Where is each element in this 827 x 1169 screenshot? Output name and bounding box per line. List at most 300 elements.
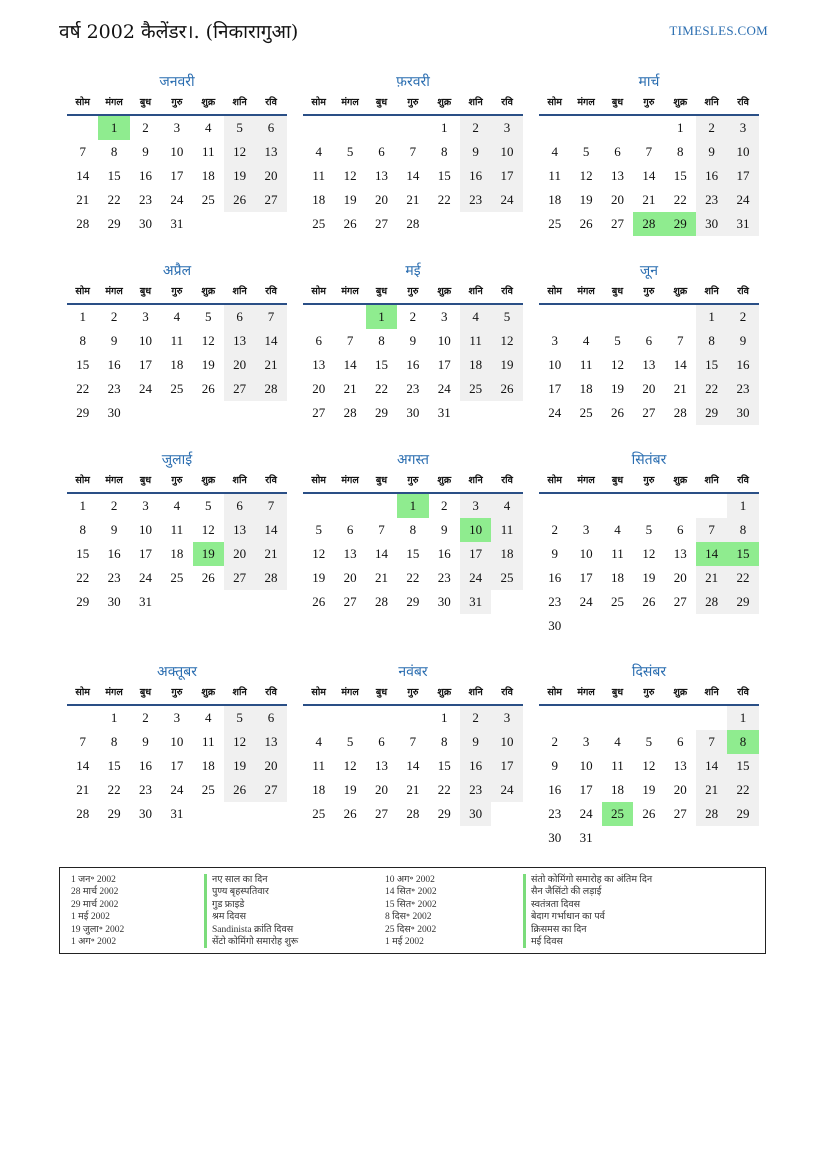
weekday-label: रवि (265, 475, 277, 486)
day-cell: 18 (201, 168, 215, 183)
weekday-label: मंगल (105, 286, 123, 297)
weekday-label: मंगल (105, 687, 123, 698)
day-cell: 16 (107, 357, 121, 372)
weekday-label: बुध (375, 475, 388, 486)
holiday-legend (59, 867, 766, 954)
day-cell: 15 (406, 546, 420, 561)
empty-cell (193, 590, 224, 614)
day-cell: 6 (255, 116, 286, 140)
weekday-label: रवि (737, 475, 749, 486)
day-cell: 21 (406, 782, 420, 797)
day-cell: 29 (665, 212, 696, 236)
day-cell: 9 (441, 522, 448, 537)
empty-cell (255, 401, 286, 425)
day-cell: 16 (437, 546, 451, 561)
day-cell: 16 (460, 754, 491, 778)
day-cell: 26 (579, 216, 593, 231)
week-row (539, 329, 759, 353)
day-cell: 14 (76, 758, 90, 773)
day-cell: 18 (610, 782, 624, 797)
day-cell: 11 (170, 522, 184, 537)
empty-cell (224, 401, 255, 425)
day-cell: 27 (224, 566, 255, 590)
week-row (539, 377, 759, 401)
day-cell: 16 (548, 570, 562, 585)
day-cell: 26 (201, 570, 215, 585)
empty-cell (570, 614, 601, 638)
empty-cell (334, 494, 365, 518)
week-row (539, 802, 759, 826)
weekday-label: बुध (139, 475, 152, 486)
day-cell: 30 (460, 802, 491, 826)
month-block (539, 261, 759, 425)
day-cell: 9 (110, 522, 118, 537)
day-cell: 24 (491, 778, 522, 802)
day-cell: 12 (224, 730, 255, 754)
day-cell: 7 (346, 333, 354, 348)
day-cell: 25 (579, 405, 593, 420)
empty-cell (255, 590, 286, 614)
day-cell: 1 (366, 305, 397, 329)
empty-cell (633, 494, 664, 518)
day-cell: 17 (727, 164, 758, 188)
week-row (539, 754, 759, 778)
weekday-label: बुध (375, 286, 388, 297)
weekday-label: मंगल (341, 475, 359, 486)
day-cell: 1 (79, 309, 86, 324)
empty-cell (665, 305, 696, 329)
day-cell: 8 (441, 734, 448, 749)
weekday-label: शनि (468, 286, 483, 297)
day-cell: 14 (255, 329, 286, 353)
weekday-label: गुरु (643, 687, 655, 698)
day-cell: 7 (79, 734, 86, 749)
day-cell: 4 (315, 734, 322, 749)
weekday-label: रवि (501, 687, 513, 698)
weekday-label: बुध (139, 687, 152, 698)
week-row (67, 401, 287, 425)
day-cell: 5 (614, 333, 621, 348)
day-cell: 12 (491, 329, 522, 353)
weekday-label: शुक्र (437, 475, 452, 486)
weekday-label: शुक्र (673, 475, 688, 486)
day-cell: 1 (397, 494, 428, 518)
week-row (67, 164, 287, 188)
day-cell: 31 (170, 806, 184, 821)
weekday-label: सोम (311, 97, 326, 108)
empty-cell (696, 706, 727, 730)
day-cell: 19 (579, 192, 593, 207)
weekday-label: सोम (311, 687, 326, 698)
day-cell: 12 (579, 168, 593, 183)
day-cell: 2 (460, 116, 491, 140)
day-cell: 5 (205, 309, 212, 324)
day-cell: 19 (201, 357, 215, 372)
legend-date: 1 मई 2002 (71, 912, 110, 923)
empty-cell (696, 826, 727, 850)
day-cell: 14 (255, 518, 286, 542)
day-cell: 16 (460, 164, 491, 188)
weekday-label: रवि (265, 687, 277, 698)
day-cell: 27 (312, 405, 326, 420)
day-cell: 27 (642, 405, 656, 420)
day-cell: 5 (491, 305, 522, 329)
day-cell: 10 (170, 734, 184, 749)
week-row (303, 140, 523, 164)
legend-holiday-name: स्वतंत्रता दिवस (523, 899, 580, 911)
week-row (303, 329, 523, 353)
day-cell: 9 (551, 546, 558, 561)
empty-cell (539, 706, 570, 730)
day-cell: 27 (673, 594, 687, 609)
day-cell: 6 (614, 144, 621, 159)
month-name: दिसंबर (631, 664, 667, 680)
day-cell: 25 (201, 782, 215, 797)
day-cell: 30 (727, 401, 758, 425)
week-row (67, 212, 287, 236)
week-row (303, 353, 523, 377)
day-cell: 19 (343, 782, 357, 797)
day-cell: 17 (579, 782, 593, 797)
day-cell: 31 (437, 405, 451, 420)
day-cell: 7 (409, 144, 417, 159)
day-cell: 12 (224, 140, 255, 164)
empty-cell (460, 212, 491, 236)
weekday-label: बुध (611, 286, 624, 297)
empty-cell (602, 494, 633, 518)
day-cell: 9 (551, 758, 558, 773)
day-cell: 14 (406, 168, 420, 183)
day-cell: 12 (312, 546, 326, 561)
day-cell: 19 (642, 570, 656, 585)
empty-cell (193, 802, 224, 826)
day-cell: 2 (409, 309, 417, 324)
weekday-label: बुध (611, 687, 624, 698)
day-cell: 25 (312, 806, 326, 821)
day-cell: 24 (727, 188, 758, 212)
day-cell: 8 (79, 333, 86, 348)
day-cell: 28 (696, 590, 727, 614)
day-cell: 21 (673, 381, 687, 396)
day-cell: 20 (343, 570, 357, 585)
day-cell: 3 (491, 116, 522, 140)
weekday-label: शुक्र (673, 286, 688, 297)
legend-date: 10 अग॰ 2002 (385, 875, 435, 885)
day-cell: 31 (460, 590, 491, 614)
day-cell: 12 (201, 522, 215, 537)
day-cell: 27 (255, 188, 286, 212)
day-cell: 20 (673, 782, 687, 797)
weekday-header (303, 470, 523, 494)
day-cell: 7 (645, 144, 653, 159)
day-cell: 22 (673, 192, 687, 207)
day-cell: 3 (491, 706, 522, 730)
week-row (539, 188, 759, 212)
month-block (303, 662, 523, 826)
week-row (67, 494, 287, 518)
day-cell: 23 (696, 188, 727, 212)
day-cell: 2 (696, 116, 727, 140)
day-cell: 29 (696, 401, 727, 425)
day-cell: 30 (437, 594, 451, 609)
week-row (539, 164, 759, 188)
day-cell: 15 (727, 754, 758, 778)
day-cell: 26 (610, 405, 624, 420)
legend-date: 28 मार्च 2002 (71, 887, 119, 898)
legend-holiday-name: Sandinista क्रांति दिवस (204, 924, 293, 936)
legend-date: 19 जुला॰ 2002 (71, 924, 125, 935)
day-cell: 5 (582, 144, 590, 159)
day-cell: 14 (696, 542, 727, 566)
day-cell: 17 (170, 758, 184, 773)
day-cell: 31 (727, 212, 758, 236)
day-cell: 28 (406, 806, 420, 821)
day-cell: 19 (224, 754, 255, 778)
page-title: वर्ष 2002 कैलेंडर।. (निकारागुआ) (59, 21, 299, 43)
week-row (539, 116, 759, 140)
weekday-label: शुक्र (673, 97, 688, 108)
day-cell: 9 (142, 144, 149, 159)
week-row (67, 329, 287, 353)
empty-cell (665, 706, 696, 730)
month-block (303, 450, 523, 614)
day-cell: 17 (491, 164, 522, 188)
weekday-header (539, 470, 759, 494)
day-cell: 28 (255, 566, 286, 590)
empty-cell (539, 494, 570, 518)
weekday-header (303, 92, 523, 116)
empty-cell (665, 494, 696, 518)
week-row (303, 494, 523, 518)
week-row (67, 377, 287, 401)
empty-cell (460, 401, 491, 425)
day-cell: 13 (312, 357, 326, 372)
day-cell: 27 (673, 806, 687, 821)
day-cell: 13 (673, 546, 687, 561)
day-cell: 5 (315, 522, 322, 537)
day-cell: 25 (548, 216, 562, 231)
week-row (67, 566, 287, 590)
empty-cell (491, 802, 522, 826)
day-cell: 22 (406, 570, 420, 585)
day-cell: 8 (79, 522, 86, 537)
empty-cell (633, 826, 664, 850)
weekday-label: शुक्र (201, 475, 216, 486)
day-cell: 16 (548, 782, 562, 797)
day-cell: 19 (312, 570, 326, 585)
weekday-label: रवि (737, 286, 749, 297)
day-cell: 23 (548, 594, 562, 609)
day-cell: 6 (645, 333, 653, 348)
week-row (539, 401, 759, 425)
day-cell: 19 (193, 542, 224, 566)
day-cell: 3 (441, 309, 448, 324)
day-cell: 4 (173, 309, 181, 324)
day-cell: 23 (460, 778, 491, 802)
weekday-label: शनि (232, 286, 247, 297)
day-cell: 29 (727, 590, 758, 614)
month-name: मार्च (638, 74, 660, 90)
day-cell: 4 (551, 144, 558, 159)
day-cell: 28 (406, 216, 420, 231)
empty-cell (602, 706, 633, 730)
day-cell: 26 (201, 381, 215, 396)
weekday-label: रवि (501, 97, 513, 108)
day-cell: 23 (437, 570, 451, 585)
day-cell: 10 (579, 758, 593, 773)
day-cell: 25 (312, 216, 326, 231)
legend-holiday-name: नए साल का दिन (204, 874, 268, 886)
week-row (539, 542, 759, 566)
legend-date: 25 दिस॰ 2002 (385, 924, 437, 935)
month-block (539, 72, 759, 236)
day-cell: 9 (696, 140, 727, 164)
empty-cell (224, 802, 255, 826)
day-cell: 7 (378, 522, 385, 537)
legend-date: 15 सित॰ 2002 (385, 899, 437, 910)
site-link[interactable]: TIMESLES.COM (669, 23, 768, 38)
day-cell: 7 (255, 305, 286, 329)
day-cell: 23 (460, 188, 491, 212)
empty-cell (255, 212, 286, 236)
day-cell: 20 (673, 570, 687, 585)
weekday-label: शनि (704, 475, 719, 486)
day-cell: 3 (727, 116, 758, 140)
day-cell: 4 (205, 120, 212, 135)
empty-cell (602, 305, 633, 329)
day-cell: 10 (138, 522, 152, 537)
day-cell: 10 (170, 144, 184, 159)
day-cell: 14 (374, 546, 388, 561)
day-cell: 8 (696, 329, 727, 353)
week-row (67, 778, 287, 802)
day-cell: 4 (491, 494, 522, 518)
empty-cell (696, 614, 727, 638)
legend-date: 14 सित॰ 2002 (385, 887, 437, 898)
week-row (67, 542, 287, 566)
day-cell: 3 (582, 734, 590, 749)
day-cell: 14 (406, 758, 420, 773)
weekday-label: शनि (468, 475, 483, 486)
weekday-label: शुक्र (437, 97, 452, 108)
day-cell: 16 (138, 758, 152, 773)
week-row (539, 353, 759, 377)
week-row (67, 116, 287, 140)
day-cell: 1 (79, 498, 86, 513)
empty-cell (602, 614, 633, 638)
weekday-label: गुरु (407, 286, 419, 297)
day-cell: 11 (201, 144, 215, 159)
day-cell: 16 (406, 357, 420, 372)
day-cell: 19 (491, 353, 522, 377)
day-cell: 4 (205, 710, 212, 725)
weekday-label: सोम (311, 475, 326, 486)
day-cell: 27 (224, 377, 255, 401)
day-cell: 11 (460, 329, 491, 353)
day-cell: 12 (642, 546, 656, 561)
day-cell: 25 (610, 594, 624, 609)
weekday-label: शनि (232, 97, 247, 108)
week-row (303, 116, 523, 140)
weekday-label: बुध (611, 97, 624, 108)
day-cell: 11 (170, 333, 184, 348)
day-cell: 13 (224, 518, 255, 542)
month-block (539, 662, 759, 850)
day-cell: 6 (346, 522, 354, 537)
day-cell: 17 (491, 754, 522, 778)
weekday-label: मंगल (341, 687, 359, 698)
day-cell: 29 (107, 806, 121, 821)
legend-holiday-name: बेदाग गर्भाधान का पर्व (523, 911, 605, 923)
day-cell: 21 (406, 192, 420, 207)
day-cell: 3 (142, 309, 149, 324)
day-cell: 11 (579, 357, 593, 372)
day-cell: 2 (441, 498, 448, 513)
empty-cell (303, 494, 334, 518)
day-cell: 15 (673, 168, 687, 183)
empty-cell (193, 212, 224, 236)
weekday-label: सोम (547, 97, 562, 108)
legend-holiday-name: पुण्य बृहस्पतिवार (204, 886, 269, 898)
day-cell: 16 (138, 168, 152, 183)
weekday-label: मंगल (341, 286, 359, 297)
weekday-header (539, 281, 759, 305)
day-cell: 22 (76, 570, 90, 585)
day-cell: 26 (642, 594, 656, 609)
empty-cell (255, 802, 286, 826)
day-cell: 24 (437, 381, 451, 396)
weekday-label: गुरु (407, 687, 419, 698)
week-row (67, 140, 287, 164)
week-row (539, 706, 759, 730)
day-cell: 1 (727, 706, 758, 730)
legend-date: 8 दिस॰ 2002 (385, 912, 432, 923)
day-cell: 25 (170, 570, 184, 585)
day-cell: 22 (727, 566, 758, 590)
week-row (539, 518, 759, 542)
day-cell: 11 (312, 758, 325, 773)
weekday-label: सोम (547, 286, 562, 297)
day-cell: 22 (107, 782, 121, 797)
day-cell: 2 (551, 522, 558, 537)
empty-cell (397, 116, 428, 140)
week-row (539, 494, 759, 518)
day-cell: 5 (224, 116, 255, 140)
legend-date: 1 मई 2002 (385, 937, 424, 947)
day-cell: 8 (441, 144, 448, 159)
day-cell: 9 (460, 730, 491, 754)
day-cell: 14 (673, 357, 687, 372)
day-cell: 29 (374, 405, 388, 420)
week-row (539, 212, 759, 236)
day-cell: 28 (343, 405, 357, 420)
weekday-label: शुक्र (437, 687, 452, 698)
day-cell: 7 (677, 333, 684, 348)
empty-cell (633, 614, 664, 638)
month-name: मई (405, 263, 421, 279)
day-cell: 29 (76, 594, 90, 609)
weekday-label: बुध (611, 475, 624, 486)
day-cell: 12 (343, 758, 357, 773)
day-cell: 10 (548, 357, 562, 372)
weekday-label: सोम (547, 687, 562, 698)
day-cell: 4 (582, 333, 590, 348)
month-block (67, 261, 287, 425)
empty-cell (491, 590, 522, 614)
day-cell: 13 (224, 329, 255, 353)
day-cell: 22 (437, 192, 451, 207)
day-cell: 1 (110, 710, 118, 725)
